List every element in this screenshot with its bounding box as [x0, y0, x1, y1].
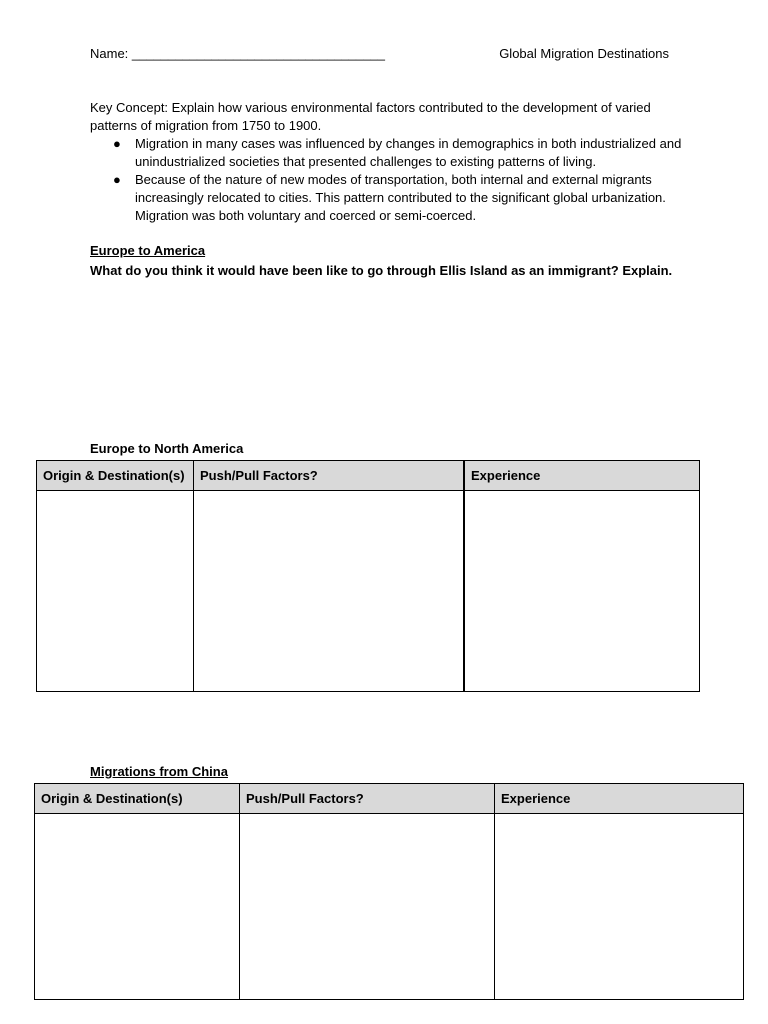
- key-concept-bullet-item: [113, 135, 690, 171]
- north-america-table: [36, 460, 700, 692]
- key-concept-list: [90, 135, 690, 225]
- experience-cell[interactable]: [495, 814, 744, 1000]
- origin-cell[interactable]: [37, 491, 194, 692]
- column-header-push-pull: Push/Pull Factors?: [194, 461, 465, 491]
- ellis-island-question: What do you think it would have been like to go through Ellis Island as an immigrant? Explain.: [90, 263, 673, 278]
- bullet-text: Because of the nature of new modes of transportation, both internal and external migrants increasingly relocated to cities. This pattern contributed to the significant global urbanization. Migration was both voluntary and coerced or semi-coerced.: [135, 172, 666, 223]
- name-field-label: Name: ___________________________________: [90, 46, 385, 61]
- key-concept-bullet-item: [113, 171, 690, 225]
- table-row: [37, 491, 700, 692]
- bullet-icon: ●: [113, 136, 121, 151]
- experience-cell[interactable]: [464, 491, 700, 692]
- push-pull-cell[interactable]: [194, 491, 465, 692]
- table-row: [35, 814, 744, 1000]
- china-table: [34, 783, 744, 1000]
- table-header-row: [35, 784, 744, 814]
- table-header-row: [37, 461, 700, 491]
- document-title: Global Migration Destinations: [499, 46, 669, 61]
- bullet-icon: ●: [113, 172, 121, 187]
- north-america-table-label: Europe to North America: [90, 441, 244, 456]
- push-pull-cell[interactable]: [240, 814, 495, 1000]
- origin-cell[interactable]: [35, 814, 240, 1000]
- column-header-experience: Experience: [464, 461, 700, 491]
- column-header-origin: Origin & Destination(s): [35, 784, 240, 814]
- china-table-label: Migrations from China: [90, 764, 228, 779]
- europe-to-america-heading: Europe to America: [90, 243, 206, 258]
- bullet-text: Migration in many cases was influenced by changes in demographics in both industrialized and unindustrialized societies that presented challenges to existing patterns of living.: [135, 136, 682, 169]
- column-header-origin: Origin & Destination(s): [37, 461, 194, 491]
- key-concept-block: [90, 99, 690, 225]
- key-concept-intro: Key Concept: Explain how various environmental factors contributed to the development of varied patterns of migration from 1750 to 1900.: [90, 100, 651, 133]
- column-header-experience: Experience: [495, 784, 744, 814]
- column-header-push-pull: Push/Pull Factors?: [240, 784, 495, 814]
